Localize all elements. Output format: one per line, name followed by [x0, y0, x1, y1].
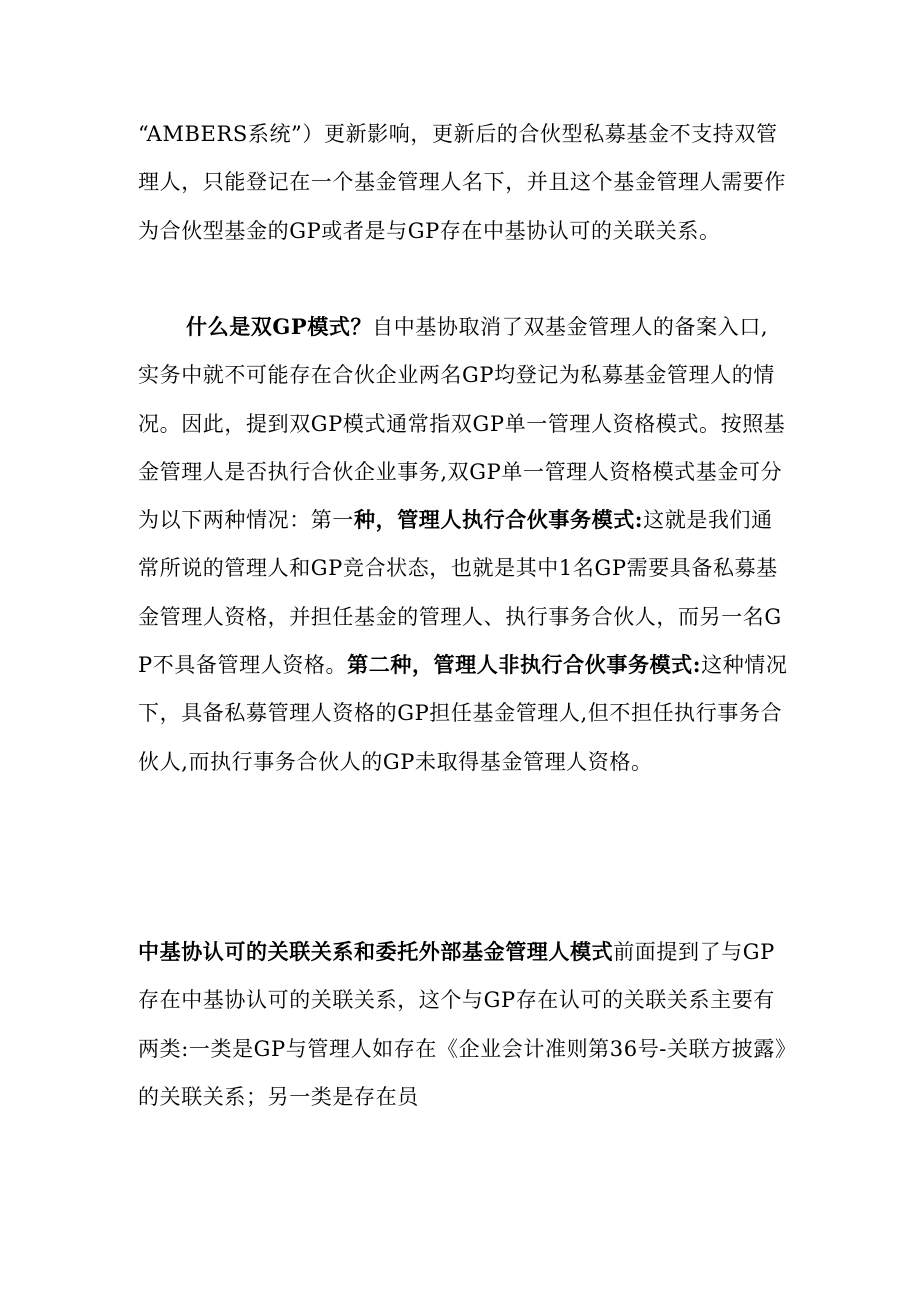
bold-phrase-mode-one: 种，管理人执行合伙事务模式:	[354, 507, 644, 533]
section-heading-affiliation: 中基协认可的关联关系和委托外部基金管理人模式	[138, 939, 614, 964]
paragraph-dual-gp-mode	[138, 303, 788, 786]
paragraph-affiliation-relations	[138, 928, 788, 1121]
paragraph-ambers-system	[138, 110, 788, 255]
paragraph-text: 自中基协取消了双基金管理人的备案入口,实务中就不可能存在合伙企业两名GP均登记为私募基金管理人的情况。因此，提到双GP模式通常指双GP单一管理人资格模式。按照基金管理人是否执行合伙企业事务,双GP单一管理人资格模式基金可分为以下两种情况：第一	[138, 315, 786, 533]
paragraph-text: 这就是我们通常所说的管理人和GP竞合状态，也就是其中1名GP需要具备私募基金管理人资格，并担任基金的管理人、执行事务合伙人，而另一名GP不具备管理人资格。	[138, 508, 782, 678]
bold-phrase-mode-two: 第二种，管理人非执行合伙事务模式:	[347, 652, 702, 678]
paragraph-text: “AMBERS系统”）更新影响，更新后的合伙型私募基金不支持双管理人，只能登记在一个基金管理人名下，并且这个基金管理人需要作为合伙型基金的GP或者是与GP存在中基协认可的关联关系。	[138, 122, 786, 243]
paragraph-text: 这种情况下，具备私募管理人资格的GP担任基金管理人,但不担任执行事务合伙人,而执行事务合伙人的GP未取得基金管理人资格。	[138, 653, 788, 774]
paragraph-text: 前面提到了与GP存在中基协认可的关联关系，这个与GP存在认可的关联关系主要有两类:一类是GP与管理人如存在《企业会计准则第36号-关联方披露》的关联关系；另一类是存在员	[138, 940, 787, 1109]
section-heading-dual-gp: 什么是双GP模式？	[186, 314, 373, 339]
